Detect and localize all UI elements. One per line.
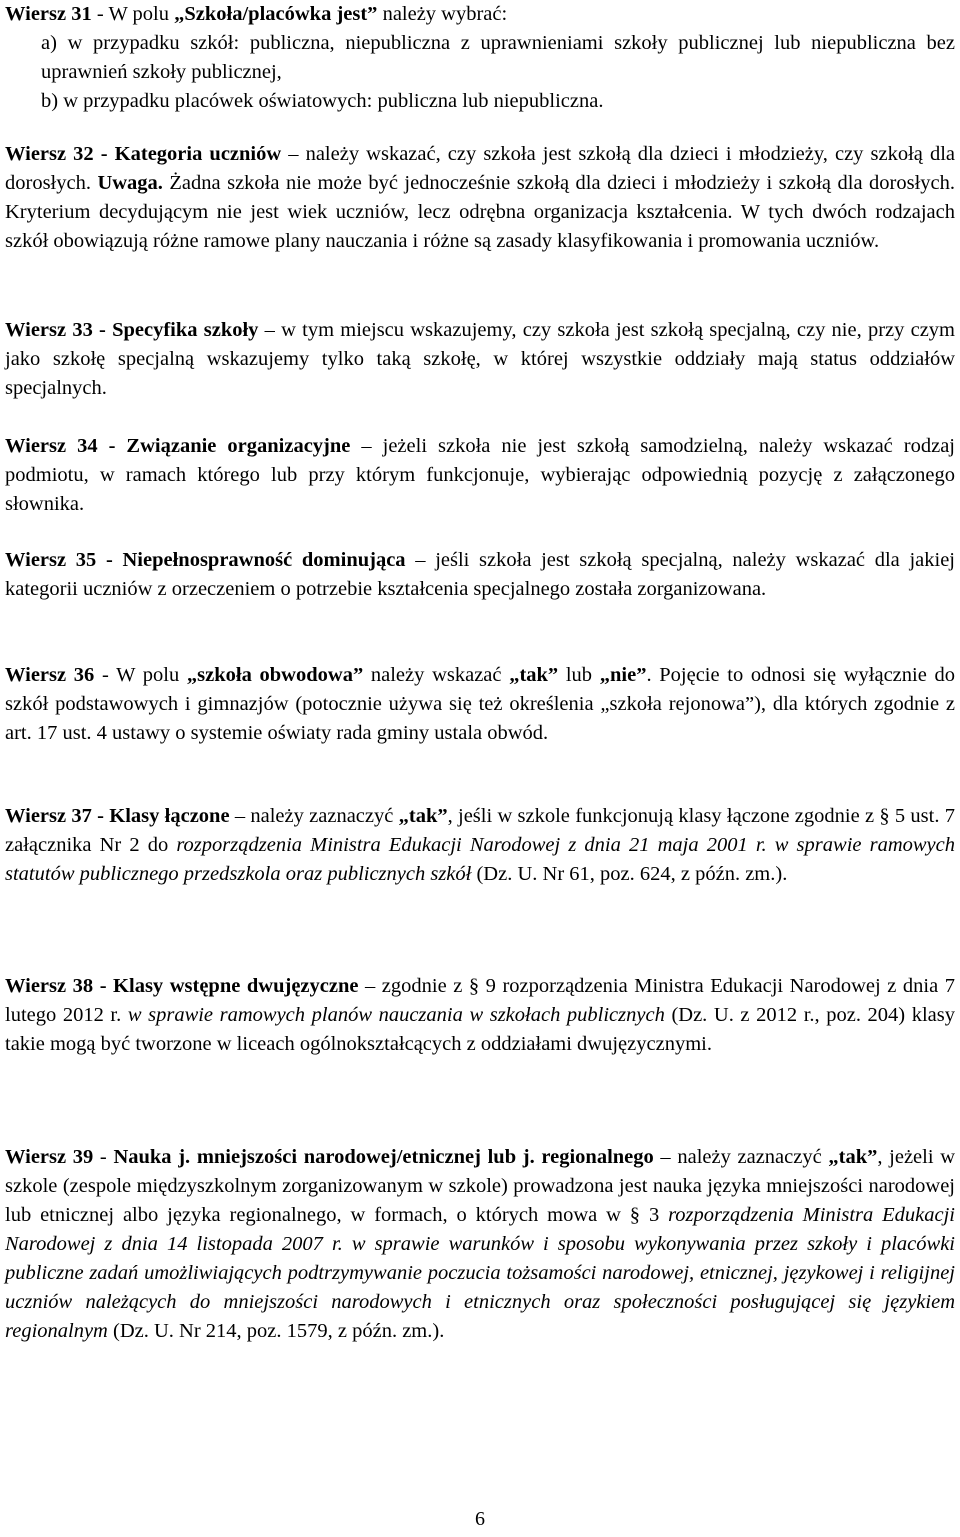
- list-item: a) w przypadku szkół: publiczna, niepubliczna z uprawnieniami szkoły publicznej lub niepubliczna bez uprawnień szkoły publicznej,: [41, 32, 955, 83]
- paragraph-heading: Wiersz 39: [5, 1146, 94, 1168]
- paragraph-wiersz-36: Wiersz 36 - W polu „szkoła obwodowa” należy wskazać „tak” lub „nie”. Pojęcie to odnosi się wyłącznie do szkół podstawowych i gimnazjów (potocznie używa się też określenia „szkoła rejonowa”), dla których zgodnie z art. 17 ust. 4 ustawy o systemie oświaty rada gminy ustala obwód.: [5, 664, 956, 744]
- paragraph-heading: Wiersz 33 - Specyfika szkoły: [5, 319, 259, 341]
- list-item: b) w przypadku placówek oświatowych: publiczna lub niepubliczna.: [41, 90, 604, 112]
- paragraph-wiersz-32: Wiersz 32 - Kategoria uczniów – należy wskazać, czy szkoła jest szkołą dla dzieci i młodzieży, czy szkołą dla dorosłych. Uwaga. Żadna szkoła nie może być jednocześnie szkołą dla dzieci i młodzieży i szkołą dla dorosłych. Kryterium decydującym nie jest wiek uczniów, lecz odrębna organizacja kształcenia. W tych dwóch rodzajach szkół obowiązują różne ramowe plany nauczania i różne są zasady klasyfikowania i promowania uczniów.: [5, 143, 955, 252]
- paragraph-heading: Wiersz 32 - Kategoria uczniów: [5, 143, 282, 165]
- paragraph-heading: Wiersz 34 - Związanie organizacyjne: [5, 435, 351, 457]
- paragraph-wiersz-37: Wiersz 37 - Klasy łączone – należy zaznaczyć „tak”, jeśli w szkole funkcjonują klasy łączone zgodnie z § 5 ust. 7 załącznika Nr 2 do rozporządzenia Ministra Edukacji Narodowej z dnia 21 maja 2001 r. w sprawie ramowych statutów publicznego przedszkola oraz publicznych szkół (Dz. U. Nr 61, poz. 624, z późn. zm.).: [5, 805, 956, 885]
- paragraph-heading: Wiersz 35 - Niepełnosprawność dominująca: [5, 549, 406, 571]
- paragraph-wiersz-35: Wiersz 35 - Niepełnosprawność dominująca – jeśli szkoła jest szkołą specjalną, należy wskazać dla jakiej kategorii uczniów z orzeczeniem o potrzebie kształcenia specjalnego została zorganizowana.: [5, 549, 955, 600]
- paragraph-wiersz-38: Wiersz 38 - Klasy wstępne dwujęzyczne – zgodnie z § 9 rozporządzenia Ministra Edukacji Narodowej z dnia 7 lutego 2012 r. w sprawie ramowych planów nauczania w szkołach publicznych (Dz. U. z 2012 r., poz. 204) klasy takie mogą być tworzone w liceach ogólnokształcących z oddziałami dwujęzycznymi.: [5, 975, 955, 1055]
- paragraph-heading: Wiersz 38 - Klasy wstępne dwujęzyczne: [5, 975, 359, 997]
- paragraph-heading: Wiersz 31: [5, 3, 92, 25]
- paragraph-wiersz-34: Wiersz 34 - Związanie organizacyjne – jeżeli szkoła nie jest szkołą samodzielną, należy wskazać rodzaj podmiotu, w ramach którego lub przy którym funkcjonuje, wybierając odpowiednią pozycję z załączonego słownika.: [5, 435, 955, 515]
- paragraph-wiersz-33: Wiersz 33 - Specyfika szkoły – w tym miejscu wskazujemy, czy szkoła jest szkołą specjalną, czy nie, przy czym jako szkołę specjalną wskazujemy tylko taką szkołę, w której wszystkie oddziały mają status oddziałów specjalnych.: [5, 319, 955, 399]
- paragraph-heading: Wiersz 37 - Klasy łączone: [5, 805, 230, 827]
- paragraph-wiersz-39: Wiersz 39 - Nauka j. mniejszości narodowej/etnicznej lub j. regionalnego – należy zaznaczyć „tak”, jeżeli w szkole (zespole międzyszkolnym zorganizowanym w szkole) prowadzona jest nauka języka mniejszości narodowej lub etnicznej albo języka regionalnego, w formach, o których mowa w § 3 rozporządzenia Ministra Edukacji Narodowej z dnia 14 listopada 2007 r. w sprawie warunków i sposobu wykonywania przez szkoły i placówki publiczne zadań umożliwiających podtrzymywanie poczucia tożsamości narodowej, etnicznej, językowej i religijnej uczniów należących do mniejszości narodowych i etnicznych oraz społeczności posługującej się językiem regionalnym (Dz. U. Nr 214, poz. 1579, z późn. zm.).: [5, 1146, 956, 1342]
- page-number: 6: [475, 1508, 485, 1530]
- paragraph-heading: Wiersz 36: [5, 664, 95, 686]
- paragraph-wiersz-31: Wiersz 31 - W polu „Szkoła/placówka jest” należy wybrać: a) w przypadku szkół: publiczna, niepubliczna z uprawnieniami szkoły publicznej lub niepubliczna bez uprawnień szkoły publicznej, b) w przypadku placówek oświatowych: publiczna lub niepubliczna.: [5, 0, 955, 116]
